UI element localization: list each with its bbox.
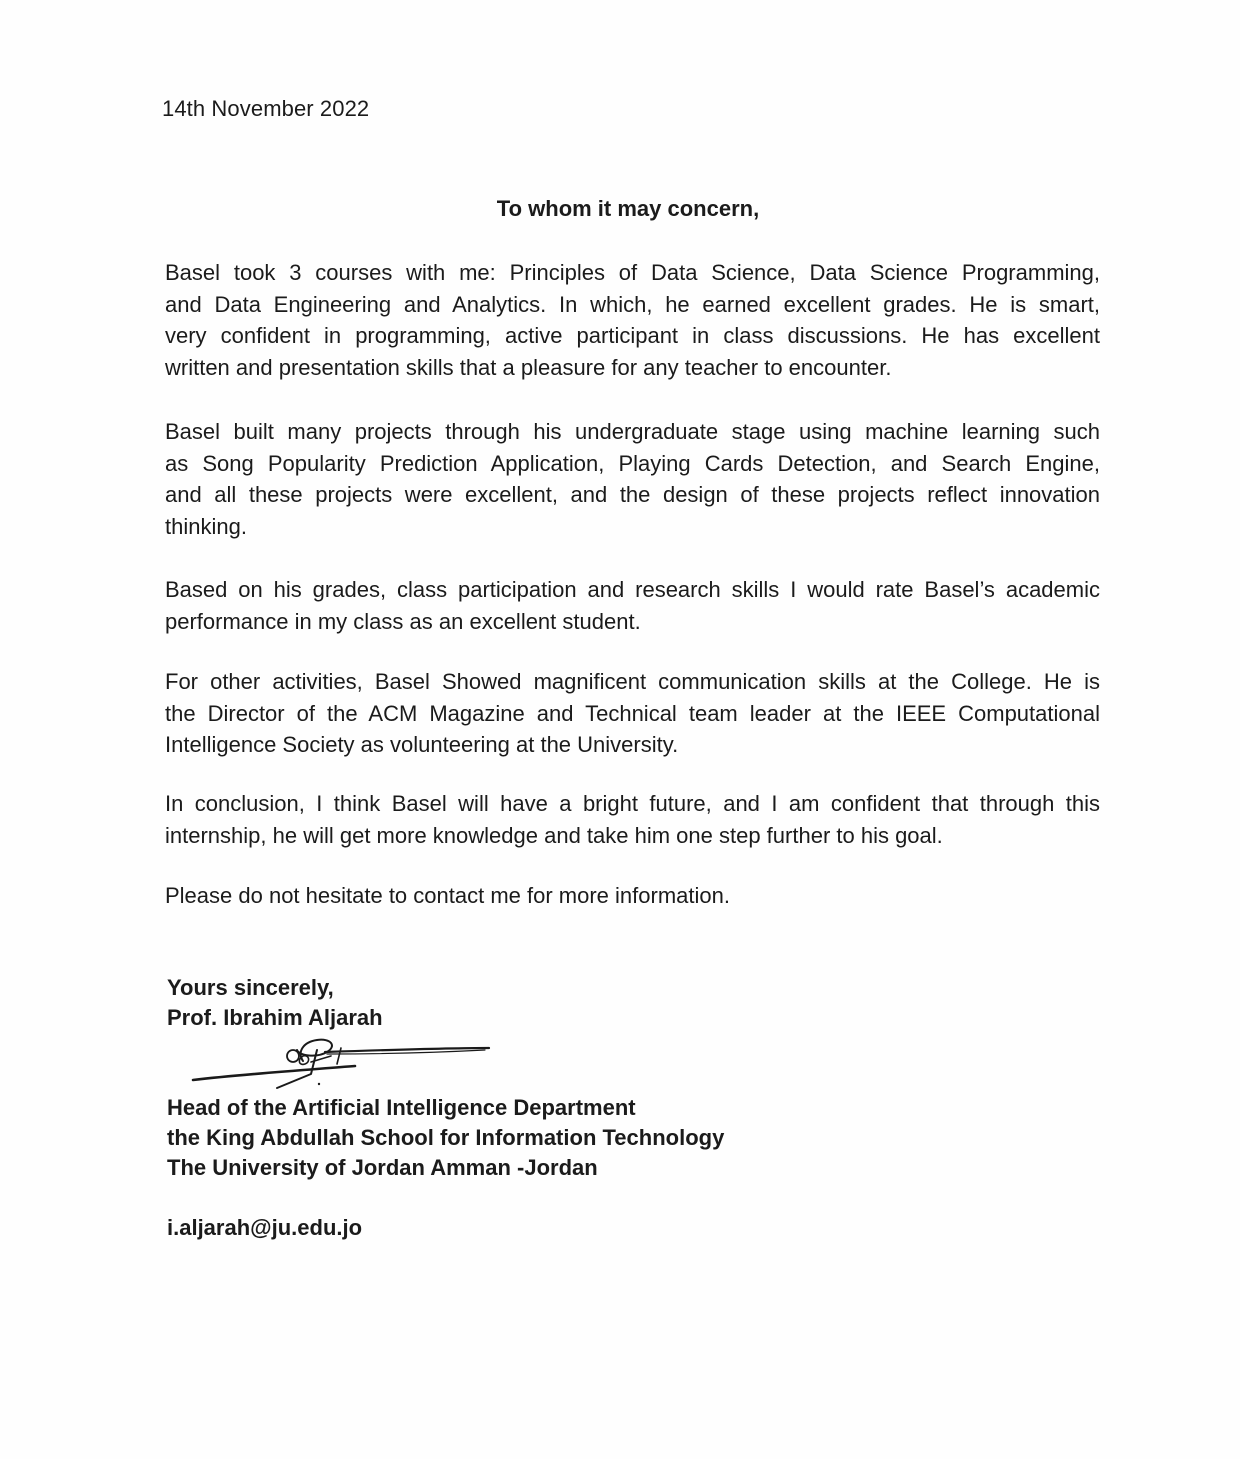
paragraph-conclusion [165, 788, 1100, 851]
paragraph-line: Please do not hesitate to contact me for more information. [165, 883, 730, 908]
paragraph-activities [165, 666, 1100, 761]
salutation: To whom it may concern, [496, 196, 760, 221]
affiliation-line: The University of Jordan Amman -Jordan [167, 1155, 598, 1180]
paragraph-line: and all these projects were excellent, and the design of these projects reflect innovation [165, 482, 1100, 507]
paragraph-line: In conclusion, I think Basel will have a bright future, and I am confident that through this [165, 791, 1100, 816]
paragraph-line: and Data Engineering and Analytics. In which, he earned excellent grades. He is smart, [165, 291, 1100, 317]
paragraph-line: performance in my class as an excellent student. [165, 608, 641, 634]
paragraph-line: Basel built many projects through his undergraduate stage using machine learning such [165, 419, 1100, 444]
paragraph-line: internship, he will get more knowledge and take him one step further to his goal. [165, 822, 943, 848]
paragraph-courses [165, 257, 1100, 383]
affiliation-block [167, 1093, 724, 1183]
signer-name: Prof. Ibrahim Aljarah [167, 1005, 383, 1030]
paragraph-line: the Director of the ACM Magazine and Technical team leader at the IEEE Computational [165, 700, 1100, 726]
paragraph-rating [165, 574, 1100, 637]
paragraph-line: very confident in programming, active participant in class discussions. He has excellent [165, 323, 1100, 348]
paragraph-line: Basel took 3 courses with me: Principles of Data Science, Data Science Programming, [165, 260, 1100, 285]
paragraph-projects [165, 416, 1100, 542]
paragraph-line: Intelligence Society as volunteering at the University. [165, 732, 679, 757]
affiliation-line: Head of the Artificial Intelligence Department [167, 1095, 636, 1120]
paragraph-line: Based on his grades, class participation and research skills I would rate Basel’s academic [165, 577, 1100, 602]
paragraph-line: For other activities, Basel Showed magnificent communication skills at the College. He is [165, 669, 1100, 694]
email-address: i.aljarah@ju.edu.jo [167, 1215, 363, 1240]
closing-block [167, 973, 383, 1033]
paragraph-line: written and presentation skills that a pleasure for any teacher to encounter. [165, 354, 892, 380]
handwritten-signature [185, 1028, 505, 1098]
paragraph-line: thinking. [165, 513, 247, 539]
affiliation-line: the King Abdullah School for Information Technology [167, 1125, 725, 1150]
paragraph-contact [165, 880, 1100, 912]
letter-date: 14th November 2022 [162, 96, 370, 121]
paragraph-line: as Song Popularity Prediction Application, Playing Cards Detection, and Search Engine, [165, 450, 1100, 476]
closing-phrase: Yours sincerely, [167, 975, 334, 1000]
